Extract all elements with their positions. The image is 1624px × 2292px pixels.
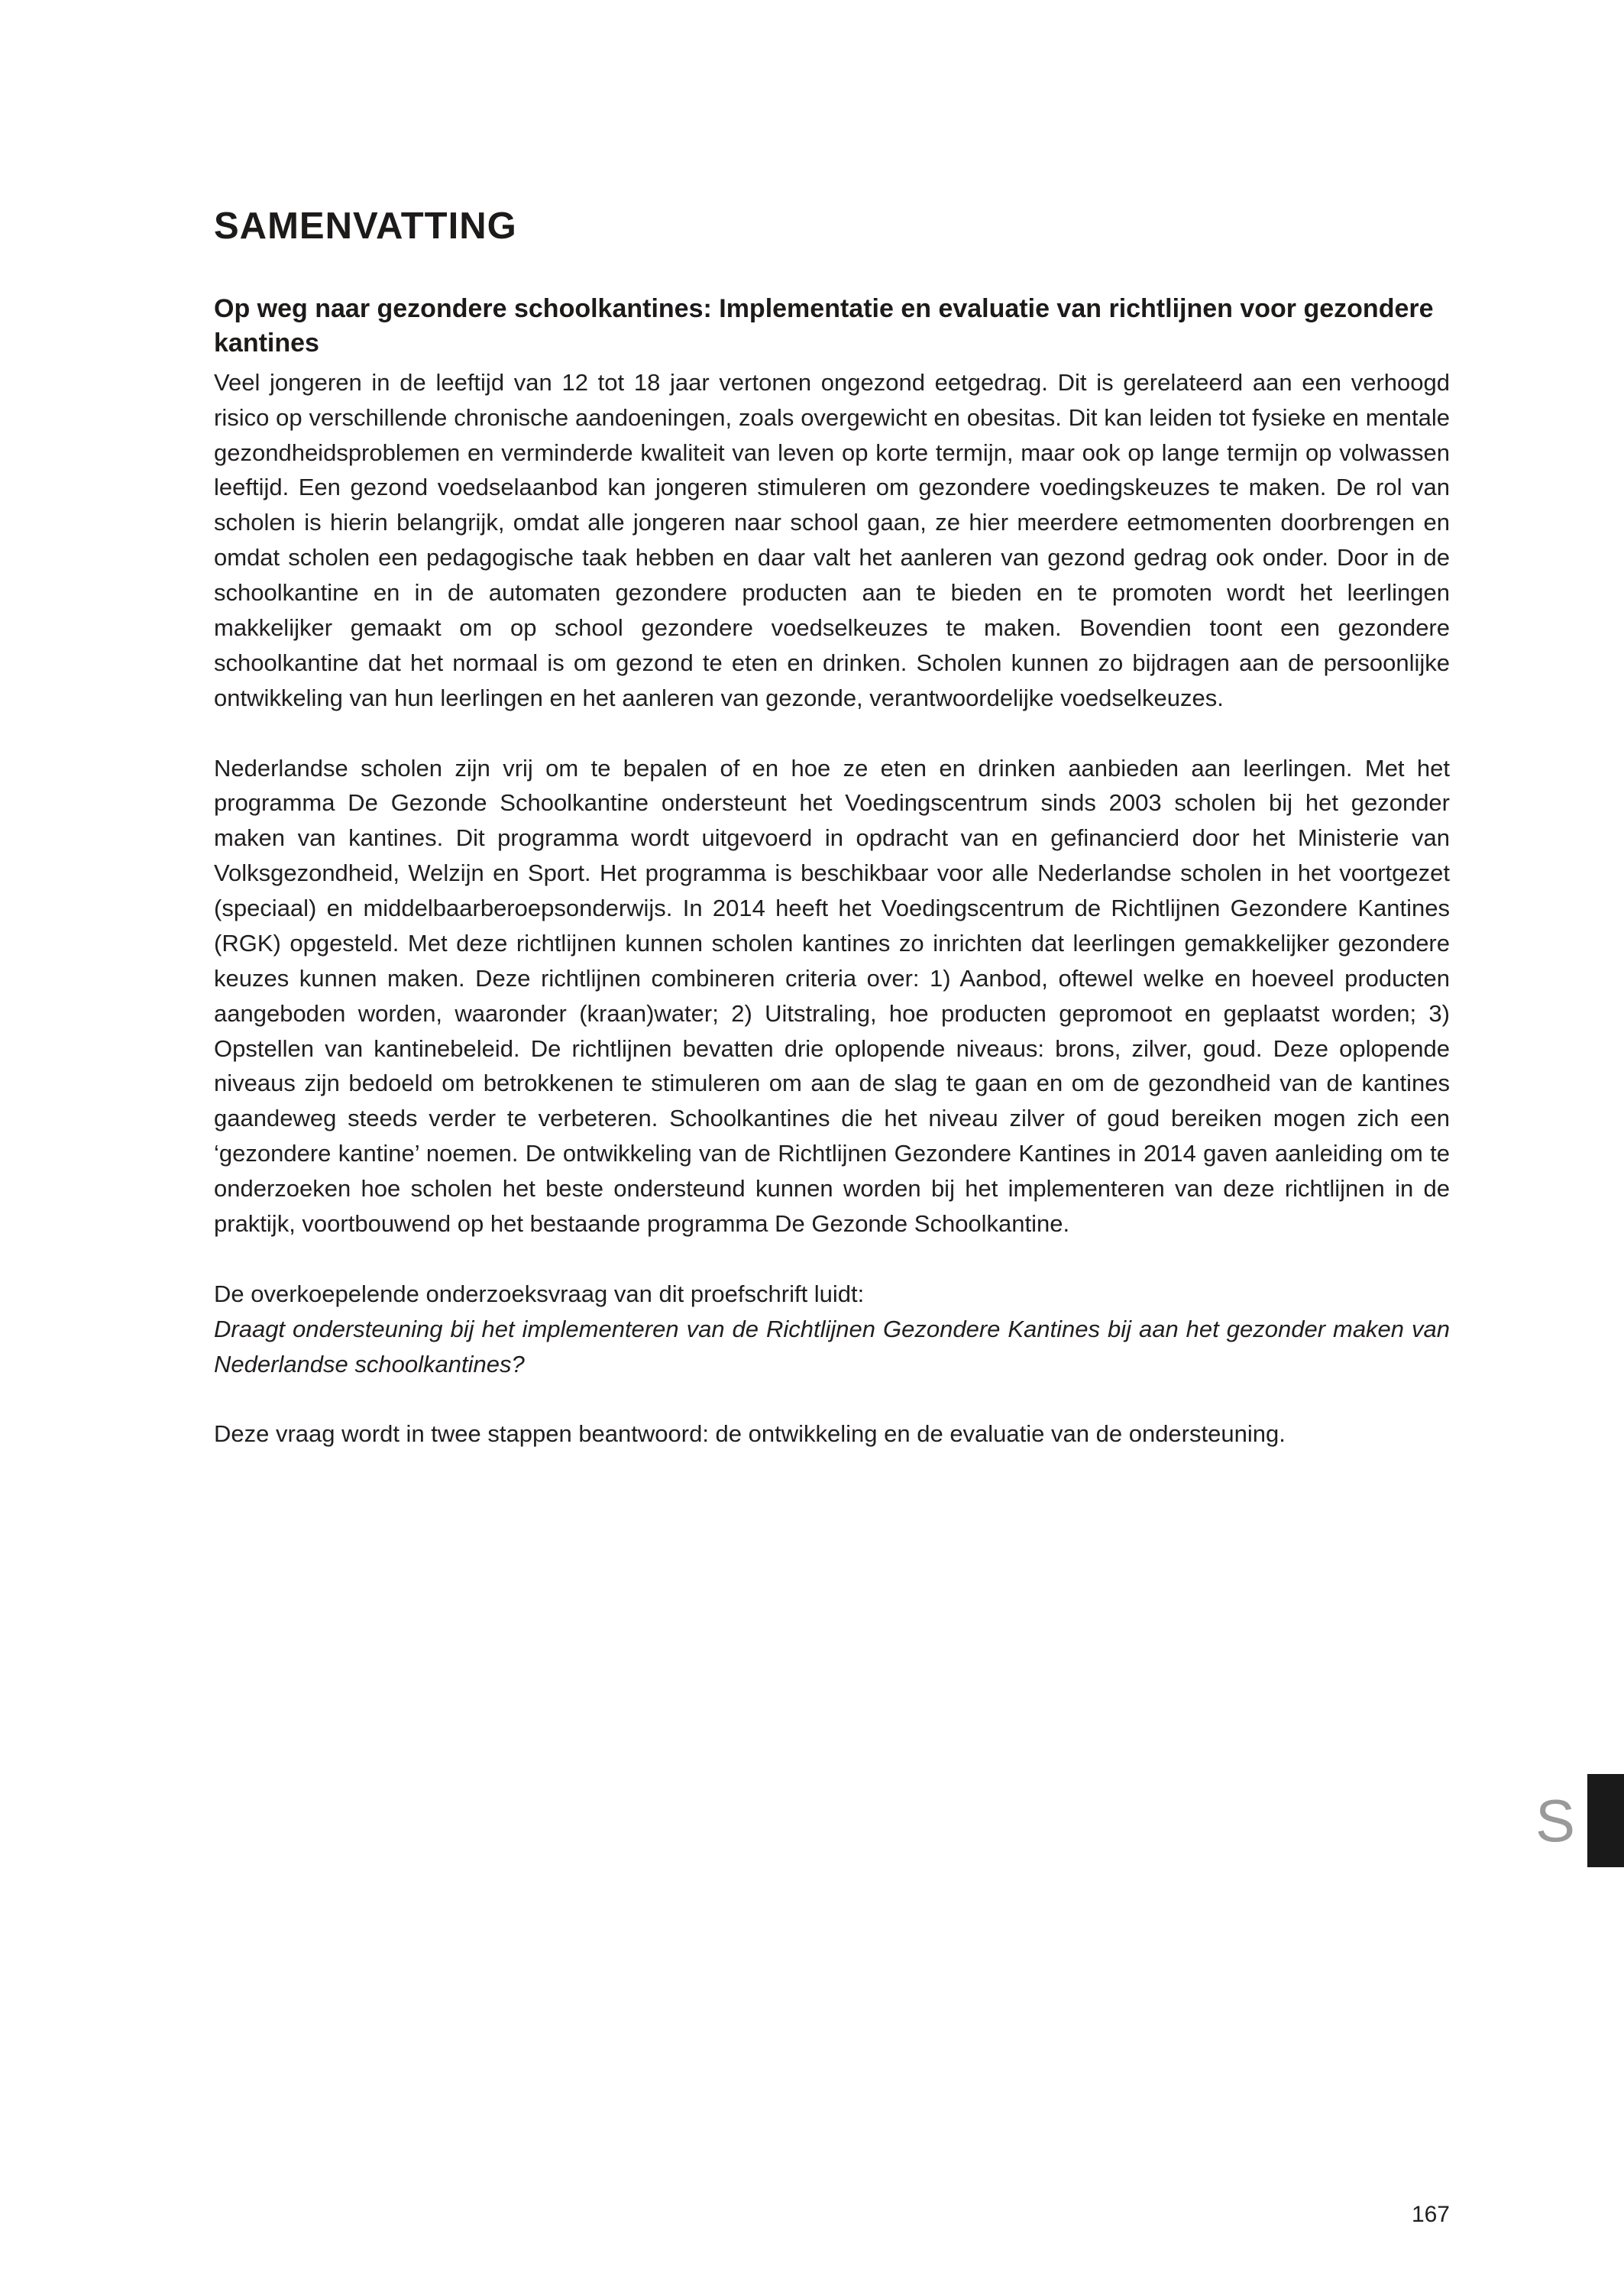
paragraph-research-question: Draagt ondersteuning bij het implementeren van de Richtlijnen Gezondere Kantines bij aan het gezonder maken van Nederlandse schoolkantines? xyxy=(214,1315,1450,1377)
page-number: 167 xyxy=(1411,2202,1450,2227)
section-heading: Op weg naar gezondere schoolkantines: Implementatie en evaluatie van richtlijnen voor gezondere kantines xyxy=(214,294,1434,358)
paragraph-program: Nederlandse scholen zijn vrij om te bepalen of en hoe ze eten en drinken aanbieden aan leerlingen. Met het programma De Gezonde Schoolkantine ondersteunt het Voedingscentrum sinds 2003 scholen bij het gezonder maken van kantines. Dit programma wordt uitgevoerd in opdracht van en gefinancierd door het Ministerie van Volksgezondheid, Welzijn en Sport. Het programma is beschikbaar voor alle Nederlandse scholen in het voortgezet (speciaal) en middelbaarberoepsonderwijs. In 2014 heeft het Voedingscentrum de Richtlijnen Gezondere Kantines (RGK) opgesteld. Met deze richtlijnen kunnen scholen kantines zo inrichten dat leerlingen gemakkelijker gezondere keuzes kunnen maken. Deze richtlijnen combineren criteria over: 1) Aanbod, oftewel welke en hoeveel producten aangeboden worden, waaronder (kraan)water; 2) Uitstraling, hoe producten gepromoot en geplaatst worden; 3) Opstellen van kantinebeleid. De richtlijnen bevatten drie oplopende niveaus: brons, zilver, goud. Deze oplopende niveaus zijn bedoeld om betrokkenen te stimuleren om aan de slag te gaan en om de gezondheid van de kantines gaandeweg steeds verder te verbeteren. Schoolkantines die het niveau zilver of goud bereiken mogen zich een ‘gezondere kantine’ noemen. De ontwikkeling van de Richtlijnen Gezondere Kantines in 2014 gaven aanleiding om te onderzoeken hoe scholen het beste ondersteund kunnen worden bij het implementeren van deze richtlijnen in de praktijk, voortbouwend op het bestaande programma De Gezonde Schoolkantine. xyxy=(214,754,1450,1237)
paragraph-research-question-intro: De overkoepelende onderzoeksvraag van dit proefschrift luidt: xyxy=(214,1280,865,1307)
chapter-tab-marker xyxy=(1587,1774,1624,1867)
paragraph-intro: Veel jongeren in de leeftijd van 12 tot 18 jaar vertonen ongezond eetgedrag. Dit is gerelateerd aan een verhoogd risico op verschillende chronische aandoeningen, zoals overgewicht en obesitas. Dit kan leiden tot fysieke en mentale gezondheidsproblemen en verminderde kwaliteit van leven op korte termijn, maar ook op lange termijn op volwassen leeftijd. Een gezond voedselaanbod kan jongeren stimuleren om gezondere voedingskeuzes te maken. De rol van scholen is hierin belangrijk, omdat alle jongeren naar school gaan, ze hier meerdere eetmomenten doorbrengen en omdat scholen een pedagogische taak hebben en daar valt het aanleren van gezond gedrag ook onder. Door in de schoolkantine en in de automaten gezondere producten aan te bieden en te promoten wordt het leerlingen makkelijker gemaakt om op school gezondere voedselkeuzes te maken. Bovendien toont een gezondere schoolkantine dat het normaal is om gezond te eten en drinken. Scholen kunnen zo bijdragen aan de persoonlijke ontwikkeling van hun leerlingen en het aanleren van gezonde, verantwoordelijke voedselkeuzes. xyxy=(214,368,1450,711)
paragraph-closing: Deze vraag wordt in twee stappen beantwoord: de ontwikkeling en de evaluatie van de ondersteuning. xyxy=(214,1420,1286,1448)
text-column xyxy=(214,205,1450,1452)
chapter-tab xyxy=(1535,1774,1624,1867)
page-title: SAMENVATTING xyxy=(214,206,517,247)
chapter-tab-letter: S xyxy=(1535,1787,1575,1854)
